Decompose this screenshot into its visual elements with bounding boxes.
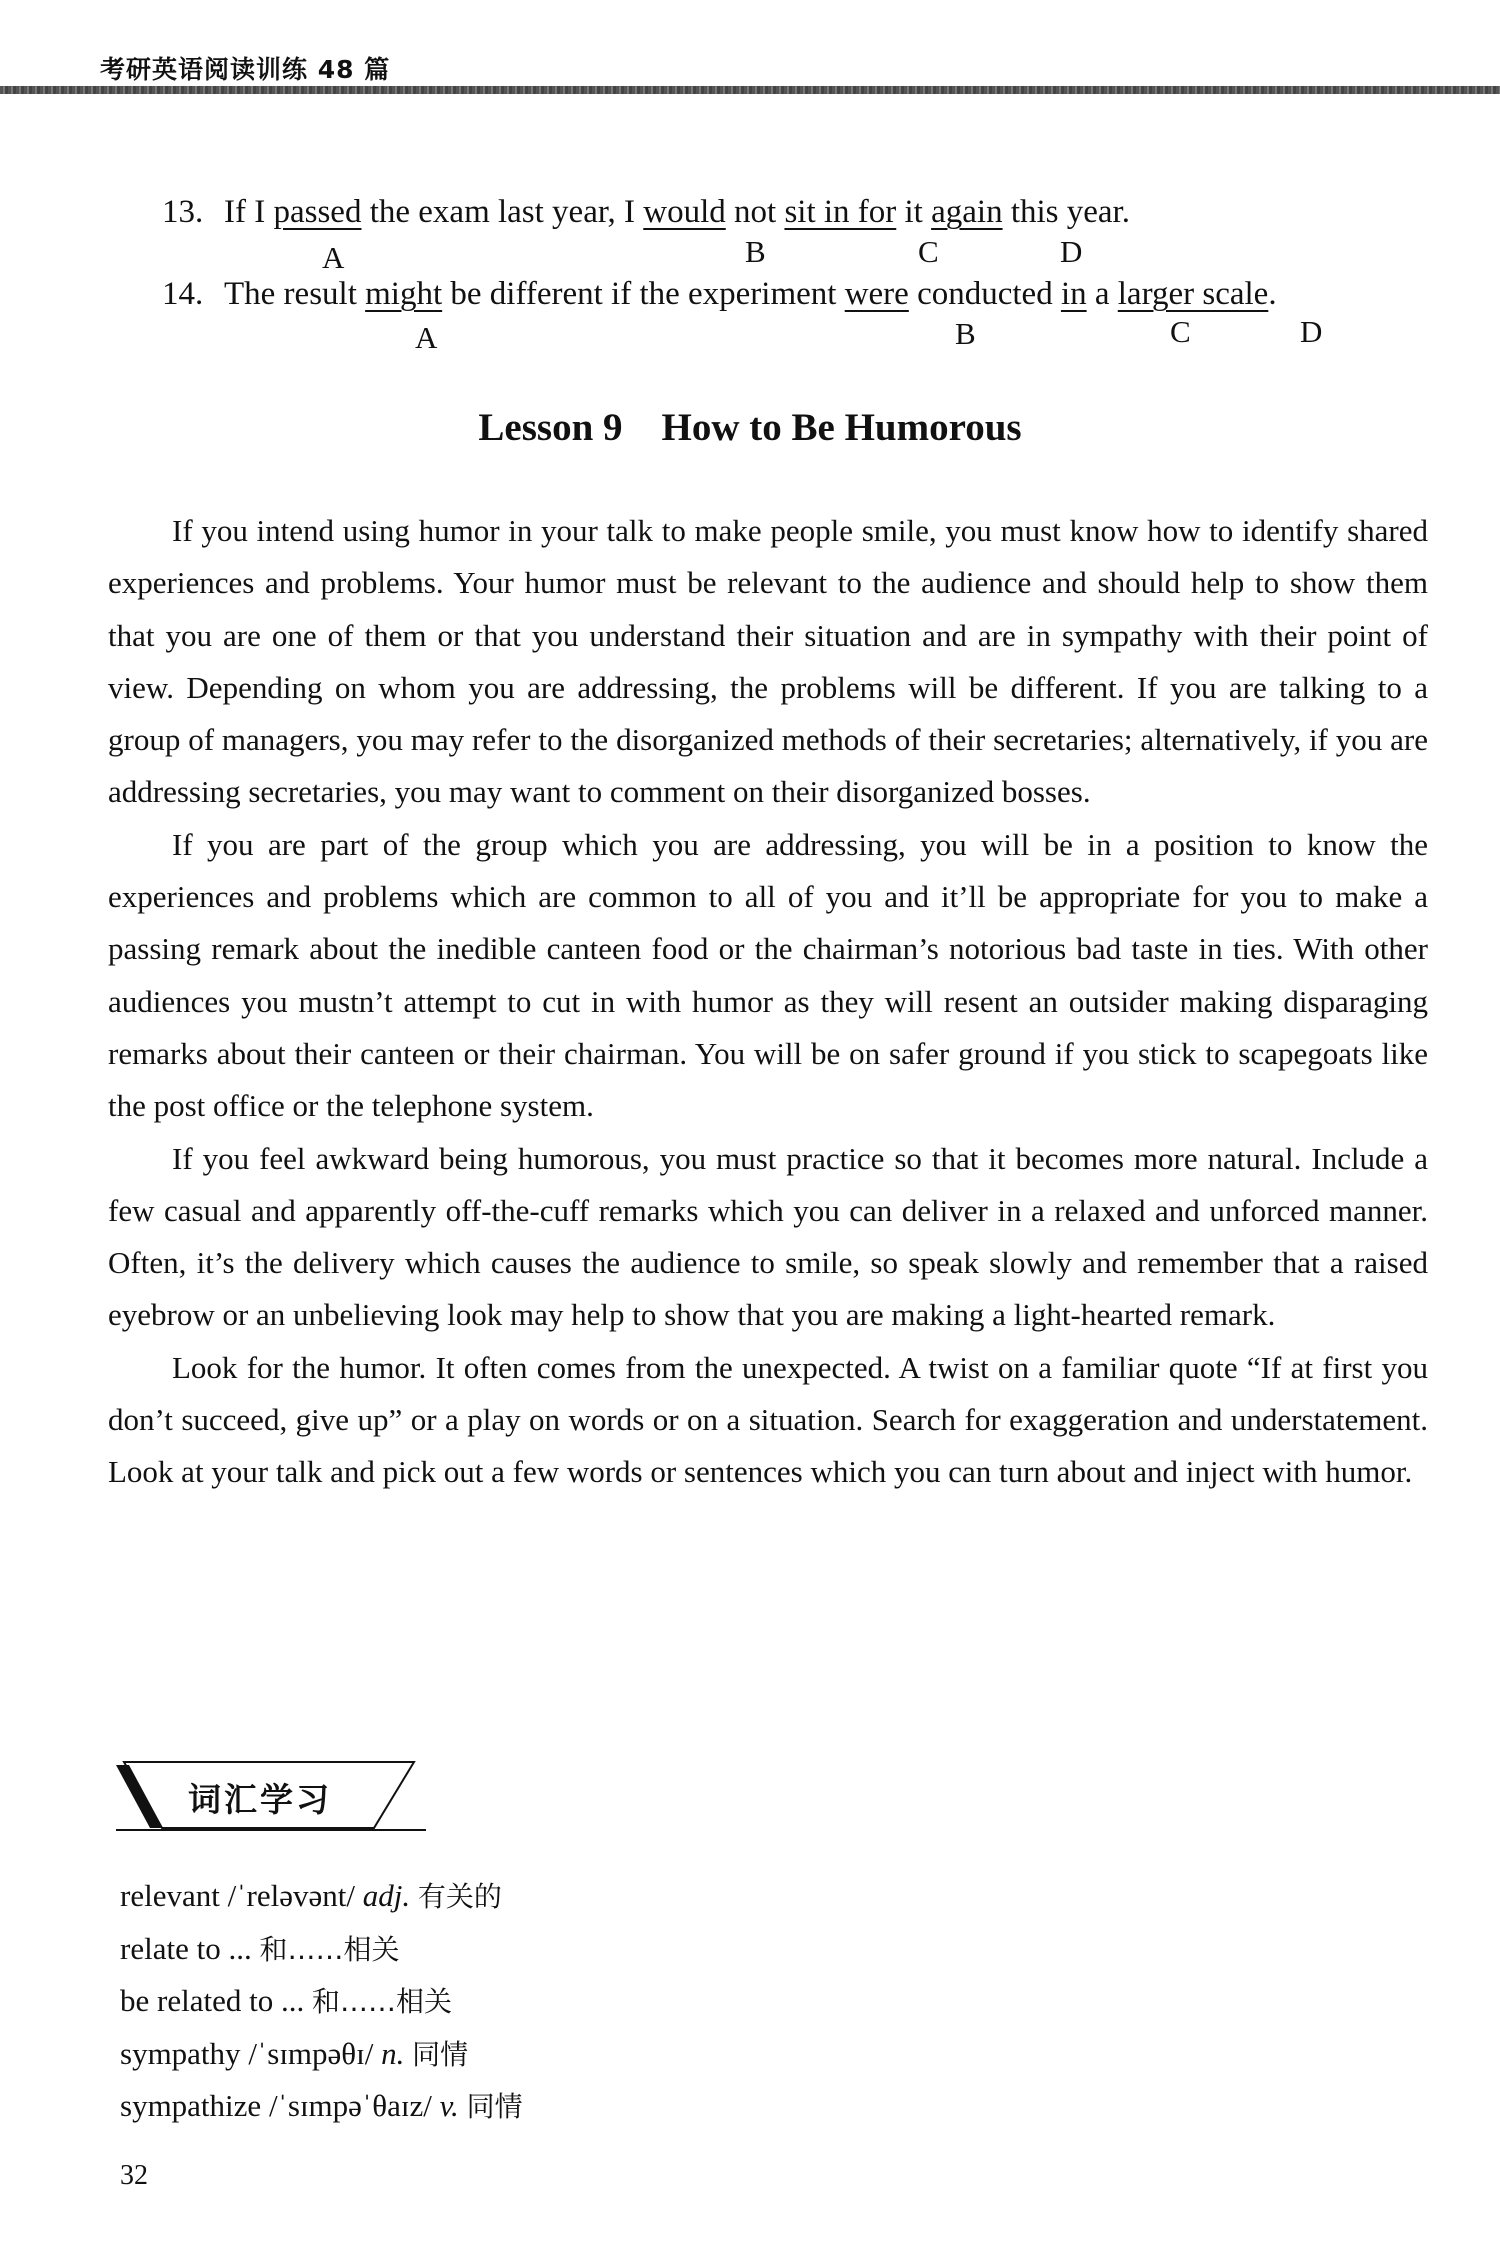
option-label-d: D xyxy=(1300,314,1323,349)
option-label-b: B xyxy=(745,234,766,269)
vocab-phonetic: /ˈsɪmpəθɪ/ xyxy=(248,2035,374,2071)
vocab-word: sympathize xyxy=(120,2088,262,2123)
paragraph-1: If you intend using humor in your talk to make people smile, you must know how to identify shared experiences and problems. Your humor must be relevant to the audience and should help to show them that you are one of them or that you understand their situation and are in sympathy with their point of view. Depending on whom you are addressing, the problems will be different. If you are talking to a group of managers, you may refer to the disorganized methods of their secretaries; alternatively, if you are addressing secretaries, you may want to comment on their disorganized bosses. xyxy=(108,513,1428,810)
exercise-number: 14. xyxy=(162,276,204,312)
vocab-meaning: 和……相关 xyxy=(311,1985,452,2018)
option-label-a: A xyxy=(322,240,345,275)
option-c-text: in xyxy=(1060,276,1087,312)
vocabulary-list xyxy=(120,1870,523,2133)
vocab-word: be related to ... xyxy=(120,1983,305,2018)
option-b-text: were xyxy=(844,276,909,312)
option-b-text: would xyxy=(643,194,726,230)
vocab-phonetic: /ˈsɪmpəˈθaɪz/ xyxy=(268,2088,432,2123)
reading-passage xyxy=(108,505,1428,1499)
option-c-text: sit in for xyxy=(784,194,897,230)
vocab-word: sympathy xyxy=(120,2035,241,2071)
vocab-word: relate to ... xyxy=(120,1930,252,1966)
vocab-entry xyxy=(120,2080,523,2133)
header-rule xyxy=(0,86,1500,94)
paragraph-3: If you feel awkward being humorous, you must practice so that it becomes more natural. Include a few casual and apparently off-the-cuff remarks which you can deliver in a relaxed and unforced manner. Often, it’s the delivery which causes the audience to smile, so speak slowly and remember that a raised eyebrow or an unbelieving look may help to show that you are making a light-hearted remark. xyxy=(108,1140,1428,1333)
option-label-a: A xyxy=(415,320,438,355)
running-head-title: 考研英语阅读训练 48 篇 xyxy=(100,55,391,84)
option-label-c: C xyxy=(1170,314,1191,349)
lesson-title: How to Be Humorous xyxy=(661,406,1022,449)
vocab-pos: n. xyxy=(381,2035,405,2071)
exercise-14: 14. The result might be different if the experiment were conducted in a larger scale. xyxy=(162,276,1277,312)
paragraph-4: Look for the humor. It often comes from the unexpected. A twist on a familiar quote “If at first you don’t succeed, give up” or a play on words or on a situation. Search for exaggeration and understatement. Look at your talk and pick out a few words or sentences which you can turn about and inject with humor. xyxy=(108,1349,1428,1490)
option-d-text: again xyxy=(931,194,1003,230)
vocab-pos: v. xyxy=(439,2088,459,2123)
vocab-pos: adj. xyxy=(362,1878,411,1913)
option-d-text: larger scale xyxy=(1117,276,1269,312)
paragraph-2: If you are part of the group which you are addressing, you will be in a position to know the experiences and problems which are common to all of you and it’ll be appropriate for you to make a passing remark about the inedible canteen food or the chairman’s notorious bad taste in ties. With other audiences you mustn’t attempt to cut in with humor as they will resent an outsider making disparaging remarks about their canteen or their chairman. You will be on safer ground if you stick to scapegoats like the post office or the telephone system. xyxy=(108,826,1428,1124)
vocab-phonetic: /ˈreləvənt/ xyxy=(227,1878,355,1913)
exercise-number: 13. xyxy=(162,194,204,230)
page-number: 32 xyxy=(120,2160,148,2191)
option-label-c: C xyxy=(918,234,939,269)
lesson-label: Lesson 9 xyxy=(478,406,623,449)
vocab-entry xyxy=(120,1923,523,1976)
vocab-word: relevant xyxy=(120,1878,220,1913)
vocabulary-section-banner xyxy=(116,1758,426,1834)
vocab-meaning: 有关的 xyxy=(417,1880,502,1913)
vocab-entry xyxy=(120,1975,523,2028)
vocabulary-section-title: 词汇学习 xyxy=(188,1780,332,1819)
option-label-b: B xyxy=(955,316,976,351)
vocab-entry xyxy=(120,2028,523,2081)
option-a-text: passed xyxy=(273,194,362,230)
option-label-d: D xyxy=(1060,234,1083,269)
vocab-entry xyxy=(120,1870,523,1923)
vocab-meaning: 同情 xyxy=(466,2090,523,2123)
vocab-meaning: 和……相关 xyxy=(259,1932,400,1966)
lesson-heading xyxy=(0,405,1500,450)
vocab-meaning: 同情 xyxy=(412,2037,469,2071)
exercise-13: 13. If I passed the exam last year, I would not sit in for it again this year. xyxy=(162,194,1130,230)
option-a-text: might xyxy=(365,276,443,312)
